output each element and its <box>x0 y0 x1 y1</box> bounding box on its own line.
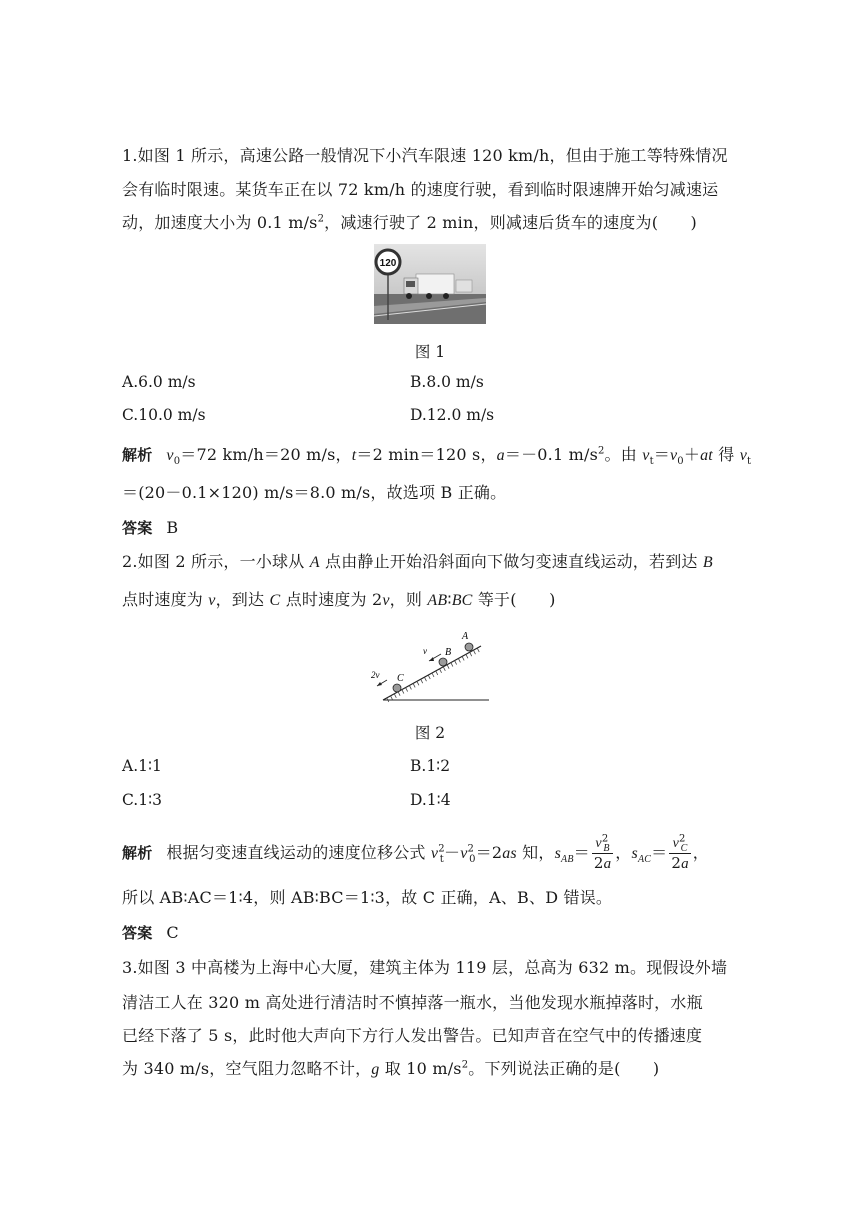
figure-1-photo <box>374 244 486 324</box>
svg-text:A: A <box>462 631 469 642</box>
q1-analysis-line-2: ＝(20－0.1×120) m/s＝8.0 m/s，故选项 B 正确。 <box>122 483 507 502</box>
q1-answer-label: 答案 <box>122 519 153 537</box>
q1-analysis-line-1: 解析 $v_0=72$ km/h＝20 m/s，t＝2 min＝120 s，a＝－0.1 $m/s^2$。由 $v_t=v_0+at$ 得 $v_t$ <box>122 445 752 468</box>
ball-c <box>393 684 401 692</box>
q2-option-c[interactable]: C.1∶3 <box>122 791 162 809</box>
q2-analysis-line-1: 解析 根据匀变速直线运动的速度位移公式 $v^2_t-v^2_0=2as$ 知，$s_{AB}=$ $\frac{v^2_B}{2a}$ ，$s_{AC}=$ $\frac{v^2_C}{2a}$ ， <box>122 833 709 872</box>
q2-option-b[interactable]: B.1∶2 <box>410 757 451 775</box>
q2-analysis-label: 解析 <box>122 844 153 862</box>
svg-text:B: B <box>445 647 452 658</box>
q1-option-c[interactable]: C.10.0 m/s <box>122 406 206 424</box>
q1-line-2: 会有临时限速。某货车正在以 72 km/h 的速度行驶，看到临时限速牌开始匀减速运 <box>122 180 719 199</box>
svg-text:v: v <box>423 646 427 656</box>
figure-2-incline-diagram <box>365 628 495 706</box>
q1-answer: B <box>166 518 179 537</box>
q2-answer: C <box>166 923 179 942</box>
svg-text:2v: 2v <box>371 670 380 680</box>
q2-answer-label: 答案 <box>122 924 153 942</box>
q3-line-3: 已经下落了 5 s，此时他大声向下方行人发出警告。已知声音在空气中的传播速度 <box>122 1026 703 1045</box>
q2-answer-line <box>122 923 179 943</box>
speed-sign-text: 120 <box>379 258 397 269</box>
svg-text:C: C <box>397 673 404 684</box>
ball-b <box>439 658 447 666</box>
q2-option-d[interactable]: D.1∶4 <box>410 791 451 809</box>
figure-2-caption: 图 2 <box>414 724 446 742</box>
q3-line-1: 3.如图 3 中高楼为上海中心大厦，建筑主体为 119 层，总高为 632 m。现假设外墙 <box>122 958 728 977</box>
q1-line-3: 动，加速度大小为 0.1 $m/s^2$，减速行驶了 2 min，则减速后货车的速度为( ) <box>122 213 697 232</box>
q1-analysis-label: 解析 <box>122 446 153 464</box>
q3-line-4: 为 340 m/s，空气阻力忽略不计，g 取 10 $m/s^2$。下列说法正确的是( ) <box>122 1059 660 1078</box>
q1-option-b[interactable]: B.8.0 m/s <box>410 373 484 391</box>
q2-analysis-line-2: 所以 AB∶AC＝1∶4，则 AB∶BC＝1∶3，故 C 正确，A、B、D 错误。 <box>122 888 613 907</box>
q1-line-1: 1.如图 1 所示，高速公路一般情况下小汽车限速 120 km/h，但由于施工等特殊情况 <box>122 146 728 165</box>
q2-line-2: 点时速度为 v，到达 C 点时速度为 2v，则 AB∶BC 等于( ) <box>122 590 556 609</box>
figure-1-caption: 图 1 <box>414 343 446 361</box>
q1-option-a[interactable]: A.6.0 m/s <box>122 373 196 391</box>
q2-line-1: 2.如图 2 所示，一小球从 A 点由静止开始沿斜面向下做匀变速直线运动，若到达 B <box>122 552 713 571</box>
ball-a <box>465 643 473 651</box>
q2-option-a[interactable]: A.1∶1 <box>122 757 162 775</box>
q1-answer-line <box>122 518 178 538</box>
q3-line-2: 清洁工人在 320 m 高处进行清洁时不慎掉落一瓶水，当他发现水瓶掉落时，水瓶 <box>122 993 703 1012</box>
q1-option-d[interactable]: D.12.0 m/s <box>410 406 495 424</box>
